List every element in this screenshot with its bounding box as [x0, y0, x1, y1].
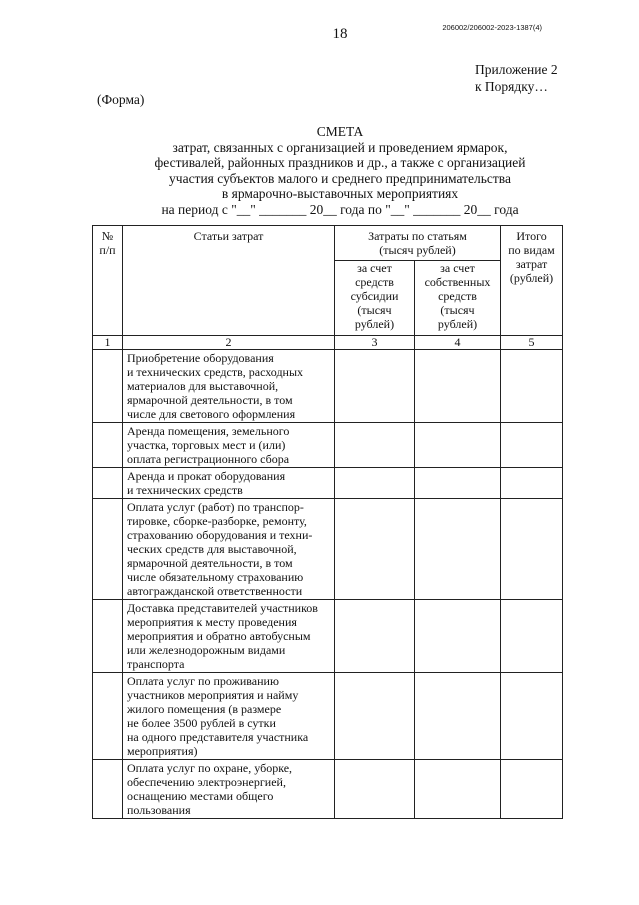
- document-title: [110, 124, 570, 218]
- cost-estimate-table: [92, 225, 563, 819]
- subsidy-cell[interactable]: [335, 468, 415, 499]
- total-cell[interactable]: [501, 673, 563, 760]
- total-cell[interactable]: [501, 600, 563, 673]
- header-own-funds: за счет собственных средств (тысяч рублей): [415, 261, 501, 336]
- cost-item-label: Оплата услуг по охране, уборке, обеспечению электроэнергией, оснащению местами общего пользования: [123, 760, 335, 819]
- title-line: фестивалей, районных праздников и др., а также с организацией: [154, 155, 526, 171]
- table-row: [93, 499, 563, 600]
- title-line: на период с "__" _______ 20__ года по "__" _______ 20__ года: [161, 201, 519, 217]
- row-num-cell[interactable]: [93, 600, 123, 673]
- subsidy-cell[interactable]: [335, 350, 415, 423]
- own-funds-cell[interactable]: [415, 760, 501, 819]
- title-line: участия субъектов малого и среднего предпринимательства: [169, 170, 511, 186]
- header-total: Итого по видам затрат (рублей): [501, 226, 563, 336]
- own-funds-cell[interactable]: [415, 499, 501, 600]
- subsidy-cell[interactable]: [335, 423, 415, 468]
- total-cell[interactable]: [501, 350, 563, 423]
- own-funds-cell[interactable]: [415, 600, 501, 673]
- col-number: 3: [335, 336, 415, 350]
- row-num-cell[interactable]: [93, 350, 123, 423]
- cost-item-label: Приобретение оборудования и технических средств, расходных материалов для выставочной, ярмарочной деятельности, в том числе для светового оформления: [123, 350, 335, 423]
- table-row: [93, 468, 563, 499]
- row-num-cell[interactable]: [93, 760, 123, 819]
- appendix-line-2: к Порядку…: [475, 79, 548, 94]
- title-line: СМЕТА: [316, 124, 364, 139]
- col-number: 2: [123, 336, 335, 350]
- own-funds-cell[interactable]: [415, 468, 501, 499]
- total-cell[interactable]: [501, 499, 563, 600]
- header-num: № п/п: [93, 226, 123, 336]
- table-row: [93, 673, 563, 760]
- table-row: [93, 600, 563, 673]
- subsidy-cell[interactable]: [335, 499, 415, 600]
- total-cell[interactable]: [501, 468, 563, 499]
- appendix-reference: [475, 61, 558, 95]
- title-line: затрат, связанных с организацией и проведением ярмарок,: [172, 139, 508, 155]
- subsidy-cell[interactable]: [335, 600, 415, 673]
- col-number: 1: [93, 336, 123, 350]
- table-row: [93, 350, 563, 423]
- header-costs-by-item: Затраты по статьям (тысяч рублей): [335, 226, 501, 261]
- table-row: [93, 423, 563, 468]
- document-code: 206002/206002-2023-1387(4): [442, 23, 542, 32]
- page-number: 18: [332, 26, 348, 42]
- cost-item-label: Доставка представителей участников мероприятия к месту проведения мероприятия и обратно автобусным или железнодорожным видами транспорта: [123, 600, 335, 673]
- cost-item-label: Оплата услуг (работ) по транспор- тировке, сборке-разборке, ремонту, страхованию оборудования и техни- ческих средств для выставочной, ярмарочной деятельности, в том числе обязательному страхованию автогражданской ответственности: [123, 499, 335, 600]
- own-funds-cell[interactable]: [415, 673, 501, 760]
- col-number: 5: [501, 336, 563, 350]
- appendix-line-1: Приложение 2: [475, 62, 558, 77]
- form-label: (Форма): [97, 92, 145, 107]
- column-number-row: [93, 336, 563, 350]
- row-num-cell[interactable]: [93, 423, 123, 468]
- cost-item-label: Оплата услуг по проживанию участников мероприятия и найму жилого помещения (в размере не более 3500 рублей в сутки на одного представителя участника мероприятия): [123, 673, 335, 760]
- header-cost-items: Статьи затрат: [123, 226, 335, 336]
- total-cell[interactable]: [501, 760, 563, 819]
- col-number: 4: [415, 336, 501, 350]
- cost-item-label: Аренда помещения, земельного участка, торговых мест и (или) оплата регистрационного сбора: [123, 423, 335, 468]
- title-line: в ярмарочно-выставочных мероприятиях: [221, 186, 459, 202]
- row-num-cell[interactable]: [93, 673, 123, 760]
- subsidy-cell[interactable]: [335, 760, 415, 819]
- table-row: [93, 760, 563, 819]
- cost-item-label: Аренда и прокат оборудования и технических средств: [123, 468, 335, 499]
- row-num-cell[interactable]: [93, 499, 123, 600]
- row-num-cell[interactable]: [93, 468, 123, 499]
- total-cell[interactable]: [501, 423, 563, 468]
- own-funds-cell[interactable]: [415, 423, 501, 468]
- subsidy-cell[interactable]: [335, 673, 415, 760]
- own-funds-cell[interactable]: [415, 350, 501, 423]
- header-subsidy: за счет средств субсидии (тысяч рублей): [335, 261, 415, 336]
